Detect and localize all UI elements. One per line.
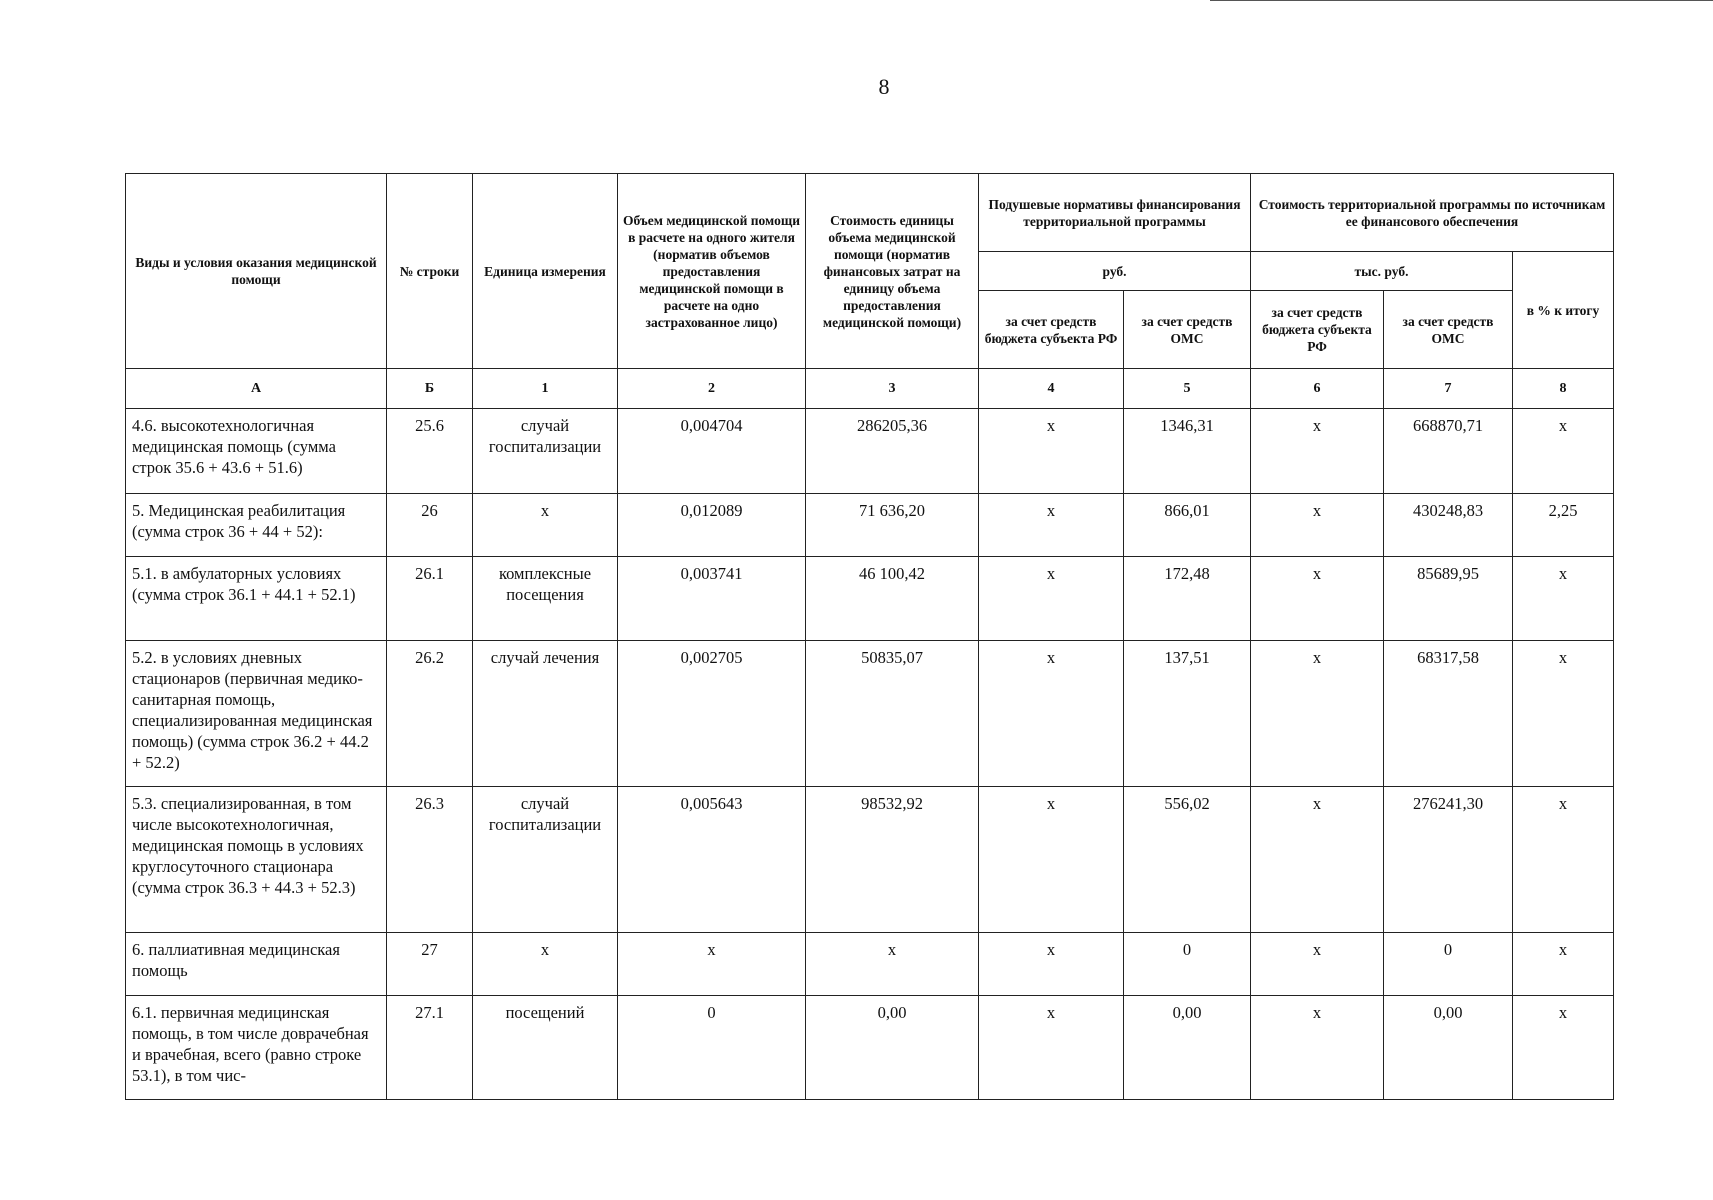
header-per-capita-group: Подушевые нормативы финансирования территориальной программы (979, 174, 1251, 252)
row-number: 25.6 (387, 409, 473, 494)
row-percap-budget: х (979, 409, 1124, 494)
row-cost-budget: х (1251, 409, 1384, 494)
header-budget-rf-1: за счет средств бюджета субъекта РФ (979, 291, 1124, 369)
row-cost-oms: 276241,30 (1384, 787, 1513, 933)
row-cost-oms: 430248,83 (1384, 494, 1513, 557)
row-volume: х (618, 933, 806, 996)
row-volume: 0,005643 (618, 787, 806, 933)
row-cost-oms: 0 (1384, 933, 1513, 996)
row-unit: х (473, 933, 618, 996)
column-number: 7 (1384, 369, 1513, 409)
column-number: 3 (806, 369, 979, 409)
row-percent: 2,25 (1513, 494, 1614, 557)
row-number: 26.2 (387, 641, 473, 787)
row-number: 26 (387, 494, 473, 557)
row-cost-budget: х (1251, 787, 1384, 933)
header-program-cost-group: Стоимость территориальной программы по источникам ее финансового обеспечения (1251, 174, 1614, 252)
row-percap-budget: х (979, 557, 1124, 641)
header-name: Виды и условия оказания медицинской помощи (126, 174, 387, 369)
column-number-row (126, 369, 1614, 409)
header-unit: Единица измерения (473, 174, 618, 369)
row-volume: 0,012089 (618, 494, 806, 557)
row-unit: х (473, 494, 618, 557)
header-percent-total: в % к итогу (1513, 252, 1614, 369)
row-percent: х (1513, 557, 1614, 641)
row-percap-oms: 172,48 (1124, 557, 1251, 641)
row-unit: случай лечения (473, 641, 618, 787)
row-unit-cost: 50835,07 (806, 641, 979, 787)
row-percap-budget: х (979, 787, 1124, 933)
header-oms-1: за счет средств ОМС (1124, 291, 1251, 369)
row-cost-budget: х (1251, 641, 1384, 787)
header-oms-2: за счет средств ОМС (1384, 291, 1513, 369)
row-unit-cost: 0,00 (806, 996, 979, 1100)
row-number: 27.1 (387, 996, 473, 1100)
row-percent: х (1513, 641, 1614, 787)
row-percap-budget: х (979, 494, 1124, 557)
row-percap-budget: х (979, 641, 1124, 787)
column-number: 8 (1513, 369, 1614, 409)
row-name: 4.6. высокотехнологичная медицинская помощь (сумма строк 35.6 + 43.6 + 51.6) (126, 409, 387, 494)
row-volume: 0 (618, 996, 806, 1100)
row-cost-oms: 68317,58 (1384, 641, 1513, 787)
row-number: 27 (387, 933, 473, 996)
header-budget-rf-2: за счет средств бюджета субъекта РФ (1251, 291, 1384, 369)
row-percap-oms: 0,00 (1124, 996, 1251, 1100)
header-volume: Объем медицинской помощи в расчете на одного жителя (норматив объемов предоставления медицинской помощи в расчете на одно застрахованное лицо) (618, 174, 806, 369)
row-percap-oms: 0 (1124, 933, 1251, 996)
table-row (126, 494, 1614, 557)
page-number: 8 (878, 74, 890, 99)
row-cost-budget: х (1251, 557, 1384, 641)
row-name: 5. Медицинская реабилитация (сумма строк 36 + 44 + 52): (126, 494, 387, 557)
row-percap-budget: х (979, 996, 1124, 1100)
row-percap-oms: 556,02 (1124, 787, 1251, 933)
table-row (126, 409, 1614, 494)
table-row (126, 996, 1614, 1100)
table-row (126, 933, 1614, 996)
row-percap-oms: 1346,31 (1124, 409, 1251, 494)
row-unit-cost: х (806, 933, 979, 996)
row-name: 5.2. в условиях дневных стационаров (первичная медико-санитарная помощь, специализированная медицинская помощь) (сумма строк 36.2 + 44.2 + 52.2) (126, 641, 387, 787)
row-unit-cost: 71 636,20 (806, 494, 979, 557)
row-percent: х (1513, 996, 1614, 1100)
header-thousand-rub: тыс. руб. (1251, 252, 1513, 291)
header-row-no: № строки (387, 174, 473, 369)
row-unit-cost: 46 100,42 (806, 557, 979, 641)
column-number: А (126, 369, 387, 409)
row-name: 6.1. первичная медицинская помощь, в том числе доврачебная и врачебная, всего (равно строке 53.1), в том чис- (126, 996, 387, 1100)
top-rule (1210, 0, 1713, 1)
row-percap-oms: 137,51 (1124, 641, 1251, 787)
column-number: Б (387, 369, 473, 409)
row-percap-oms: 866,01 (1124, 494, 1251, 557)
column-number: 6 (1251, 369, 1384, 409)
row-number: 26.3 (387, 787, 473, 933)
column-number: 4 (979, 369, 1124, 409)
row-number: 26.1 (387, 557, 473, 641)
row-volume: 0,002705 (618, 641, 806, 787)
row-percent: х (1513, 409, 1614, 494)
row-name: 6. паллиативная медицинская помощь (126, 933, 387, 996)
row-unit: комплексные посещения (473, 557, 618, 641)
row-cost-oms: 668870,71 (1384, 409, 1513, 494)
row-name: 5.1. в амбулаторных условиях (сумма строк 36.1 + 44.1 + 52.1) (126, 557, 387, 641)
header-rub: руб. (979, 252, 1251, 291)
table-row (126, 557, 1614, 641)
table-row (126, 641, 1614, 787)
column-number: 2 (618, 369, 806, 409)
row-percap-budget: х (979, 933, 1124, 996)
row-cost-budget: х (1251, 494, 1384, 557)
row-unit-cost: 98532,92 (806, 787, 979, 933)
row-name: 5.3. специализированная, в том числе высокотехнологичная, медицинская помощь в условиях круглосуточного стационара (сумма строк 36.3 + 44.3 + 52.3) (126, 787, 387, 933)
row-cost-oms: 85689,95 (1384, 557, 1513, 641)
row-percent: х (1513, 787, 1614, 933)
row-unit: случай госпитализации (473, 409, 618, 494)
row-volume: 0,003741 (618, 557, 806, 641)
row-unit: случай госпитализации (473, 787, 618, 933)
row-volume: 0,004704 (618, 409, 806, 494)
financing-table (125, 173, 1614, 1100)
header-unit-cost: Стоимость единицы объема медицинской помощи (норматив финансовых затрат на единицу объема предоставления медицинской помощи) (806, 174, 979, 369)
column-number: 1 (473, 369, 618, 409)
row-unit: посещений (473, 996, 618, 1100)
row-percent: х (1513, 933, 1614, 996)
row-unit-cost: 286205,36 (806, 409, 979, 494)
row-cost-budget: х (1251, 996, 1384, 1100)
row-cost-budget: х (1251, 933, 1384, 996)
table-row (126, 787, 1614, 933)
column-number: 5 (1124, 369, 1251, 409)
row-cost-oms: 0,00 (1384, 996, 1513, 1100)
